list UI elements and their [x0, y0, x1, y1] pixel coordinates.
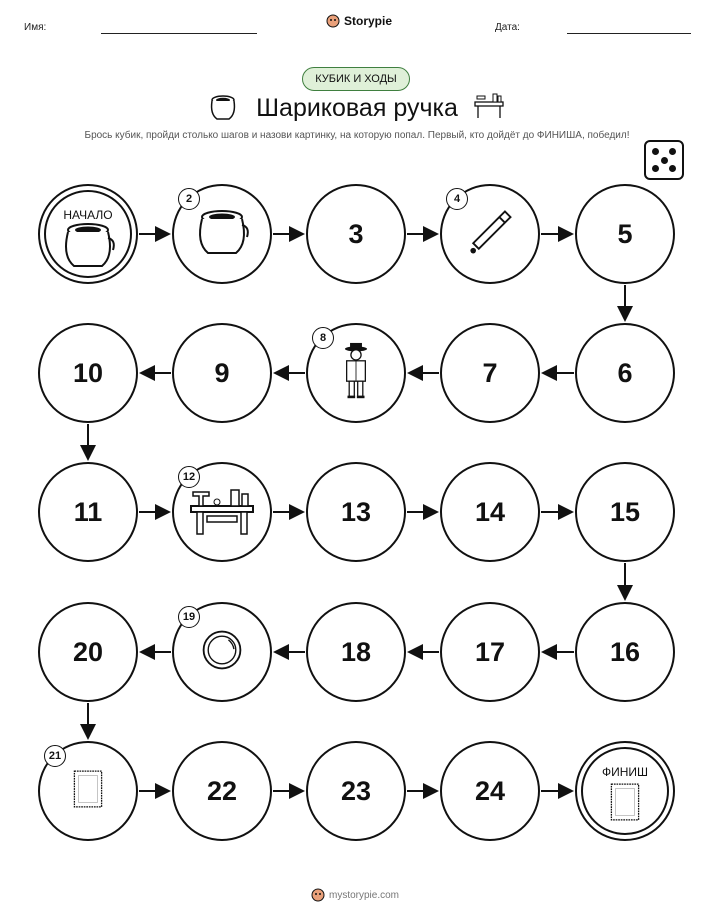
cell-number: 7 — [482, 357, 498, 388]
board-cell-3[interactable] — [306, 184, 406, 284]
cell-number: 14 — [474, 496, 506, 527]
board-cell-18[interactable] — [306, 602, 406, 702]
cell-number: 11 — [73, 496, 103, 527]
cell-number: 24 — [474, 775, 506, 806]
page-title: Шариковая ручка — [256, 94, 458, 122]
brand-name: Storypie — [344, 14, 393, 28]
cell-number: 23 — [340, 775, 372, 806]
start-cell[interactable] — [38, 184, 138, 284]
cell-number: 5 — [617, 218, 633, 249]
cell-number-tag: 12 — [178, 466, 200, 488]
board-cell-24[interactable] — [440, 741, 540, 841]
cell-number: 16 — [609, 636, 641, 667]
board-cell-15[interactable] — [575, 462, 675, 562]
footer — [311, 888, 399, 902]
cell-number: 9 — [214, 357, 230, 388]
finish-label: ФИНИШ — [601, 765, 649, 779]
cell-number: 10 — [72, 357, 104, 388]
board-cell-16[interactable] — [575, 602, 675, 702]
cell-number-tag: 8 — [312, 327, 334, 349]
board-cell-5[interactable] — [575, 184, 675, 284]
cell-number: 13 — [340, 496, 372, 527]
board-cell-14[interactable] — [440, 462, 540, 562]
board-cell-23[interactable] — [306, 741, 406, 841]
board-cell-11[interactable] — [38, 462, 138, 562]
game-type-badge: КУБИК И ХОДЫ — [302, 67, 410, 91]
cell-number: 15 — [609, 496, 641, 527]
cell-inner-ring — [581, 747, 669, 835]
instructions: Брось кубик, пройди столько шагов и назови картинку, на которую попал. Первый, кто дойдёт до ФИНИША, победил! — [84, 130, 630, 141]
storypie-mascot-icon — [311, 888, 325, 902]
cell-number: 6 — [617, 357, 633, 388]
name-label: Имя: — [24, 22, 47, 33]
cell-inner-ring — [44, 190, 132, 278]
inkwell-icon — [192, 207, 252, 262]
cell-number-tag: 19 — [178, 606, 200, 628]
board-cell-9[interactable] — [172, 323, 272, 423]
board-cell-7[interactable] — [440, 323, 540, 423]
finish-cell[interactable] — [575, 741, 675, 841]
cell-number-tag: 21 — [44, 745, 66, 767]
board-cell-8[interactable] — [306, 323, 406, 423]
board-cell-19[interactable] — [172, 602, 272, 702]
footer-url: mystorypie.com — [329, 889, 400, 901]
board-cell-6[interactable] — [575, 323, 675, 423]
pen-icon — [462, 204, 518, 265]
board-cell-10[interactable] — [38, 323, 138, 423]
cell-number: 3 — [348, 218, 364, 249]
cell-number: 18 — [340, 636, 372, 667]
board-cell-13[interactable] — [306, 462, 406, 562]
cell-number-tag: 4 — [446, 188, 468, 210]
detective-icon — [339, 340, 373, 407]
board-cell-2[interactable] — [172, 184, 272, 284]
cell-number-tag: 2 — [178, 188, 200, 210]
board-cell-12[interactable] — [172, 462, 272, 562]
cell-number: 17 — [474, 636, 506, 667]
board-cell-4[interactable] — [440, 184, 540, 284]
ring-icon — [199, 627, 245, 678]
paper-icon — [71, 767, 105, 816]
cell-number: 20 — [72, 636, 104, 667]
workbench-icon — [187, 482, 257, 543]
board-cell-21[interactable] — [38, 741, 138, 841]
board-cell-17[interactable] — [440, 602, 540, 702]
board-cell-22[interactable] — [172, 741, 272, 841]
date-label: Дата: — [495, 22, 520, 33]
start-label: НАЧАЛО — [63, 208, 113, 222]
board-cell-20[interactable] — [38, 602, 138, 702]
cell-number: 22 — [206, 775, 238, 806]
